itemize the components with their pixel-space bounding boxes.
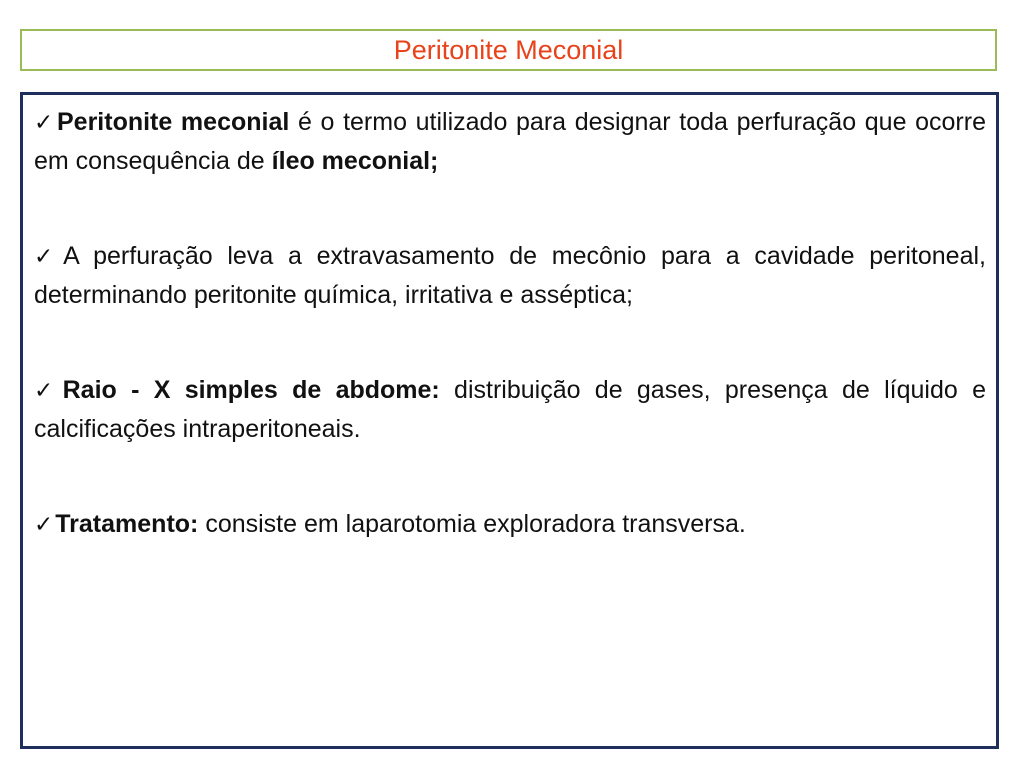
slide-title-box bbox=[20, 29, 997, 71]
slide-title: Peritonite Meconial bbox=[393, 34, 624, 65]
bullet-item-definition bbox=[34, 103, 986, 180]
bullet-text: é o termo utilizado para designar toda perfuração que ocorre em consequência de bbox=[34, 108, 986, 175]
bullet-lead: Peritonite meconial bbox=[56, 108, 290, 136]
bullet-text: distribuição de gases, presença de líquido e calcificações intraperitoneais. bbox=[34, 376, 986, 443]
bullet-item-perforation bbox=[34, 237, 986, 314]
checkmark-icon: ✓ bbox=[34, 110, 55, 136]
bullet-list bbox=[34, 103, 986, 544]
checkmark-icon: ✓ bbox=[34, 378, 61, 404]
bullet-item-xray bbox=[34, 371, 986, 448]
bullet-emphasis: íleo meconial; bbox=[271, 147, 439, 175]
bullet-text: A perfuração leva a extravasamento de mecônio para a cavidade peritoneal, determinando peritonite química, irritativa e asséptica; bbox=[34, 242, 986, 309]
bullet-lead: Tratamento: bbox=[55, 510, 199, 538]
bullet-item-treatment bbox=[34, 505, 986, 544]
checkmark-icon: ✓ bbox=[34, 512, 54, 538]
checkmark-icon: ✓ bbox=[34, 244, 62, 270]
bullet-text: consiste em laparotomia exploradora transversa. bbox=[198, 510, 746, 538]
slide-content-box bbox=[20, 92, 999, 749]
bullet-lead: Raio - X simples de abdome: bbox=[62, 376, 440, 404]
